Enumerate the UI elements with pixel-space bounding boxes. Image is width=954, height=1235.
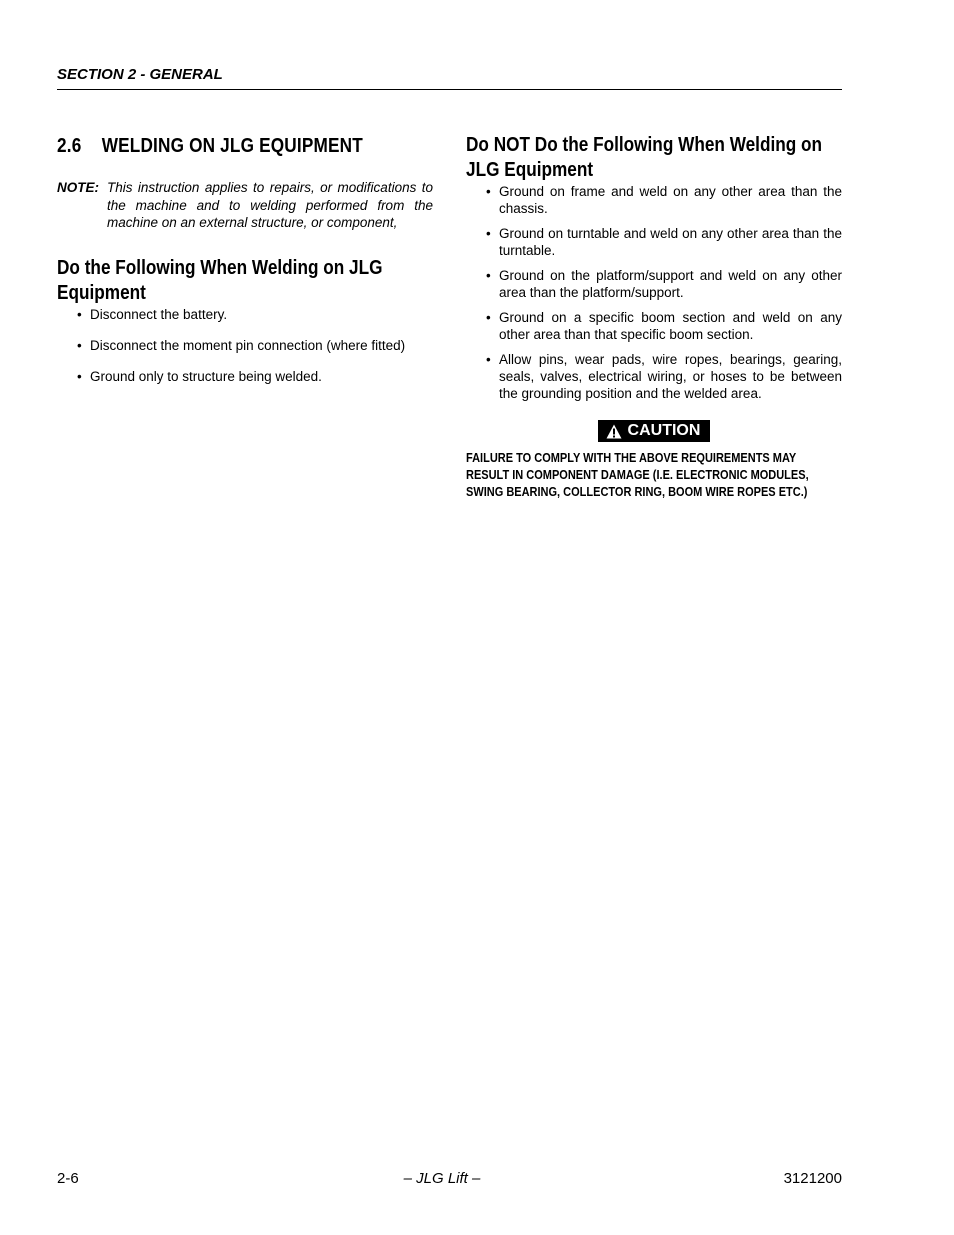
caution-badge xyxy=(598,420,711,442)
document-number: 3121200 xyxy=(783,1170,842,1187)
list-item: • Ground only to structure being welded. xyxy=(57,368,433,385)
section-header: SECTION 2 - GENERAL xyxy=(57,66,223,83)
list-item: • Ground on a specific boom section and weld on any other area than that specific boom section. xyxy=(466,309,842,343)
right-column xyxy=(466,133,842,501)
caution-block xyxy=(466,420,842,444)
caution-label: CAUTION xyxy=(627,422,701,439)
list-item: • Ground on frame and weld on any other area than the chassis. xyxy=(466,183,842,217)
note-label: NOTE: xyxy=(57,180,99,195)
footer-title: – JLG Lift – xyxy=(403,1170,481,1187)
list-item: • Disconnect the moment pin connection (where fitted) xyxy=(57,337,433,354)
warning-triangle-icon xyxy=(606,424,622,439)
section-title-text: WELDING ON JLG EQUIPMENT xyxy=(101,135,363,157)
note xyxy=(57,179,433,232)
list-item: • Ground on the platform/support and weld on any other area than the platform/support. xyxy=(466,267,842,301)
do-not-heading: Do NOT Do the Following When Welding on JLG Equipment xyxy=(466,134,823,181)
header-divider xyxy=(57,89,842,90)
page-number: 2-6 xyxy=(57,1170,79,1187)
section-title xyxy=(57,133,380,159)
note-text: This instruction applies to repairs, or modifications to the machine and to welding performed from the machine on an external structure, or component, xyxy=(107,180,433,230)
left-column xyxy=(57,133,433,399)
do-list xyxy=(57,306,433,385)
list-item: • Allow pins, wear pads, wire ropes, bearings, gearing, seals, valves, electrical wiring, or hoses to be between the grounding position and the welded area. xyxy=(466,351,842,402)
list-item: • Ground on turntable and weld on any other area than the turntable. xyxy=(466,225,842,259)
section-number: 2.6 xyxy=(57,135,82,157)
do-not-list xyxy=(466,183,842,402)
caution-text: FAILURE TO COMPLY WITH THE ABOVE REQUIREMENTS MAY RESULT IN COMPONENT DAMAGE (I.E. ELECTRONIC MODULES, SWING BEARING, COLLECTOR RING, BOOM WIRE ROPES ETC.) xyxy=(466,450,809,499)
list-item: • Disconnect the battery. xyxy=(57,306,433,323)
do-heading: Do the Following When Welding on JLG Equipment xyxy=(57,256,383,304)
